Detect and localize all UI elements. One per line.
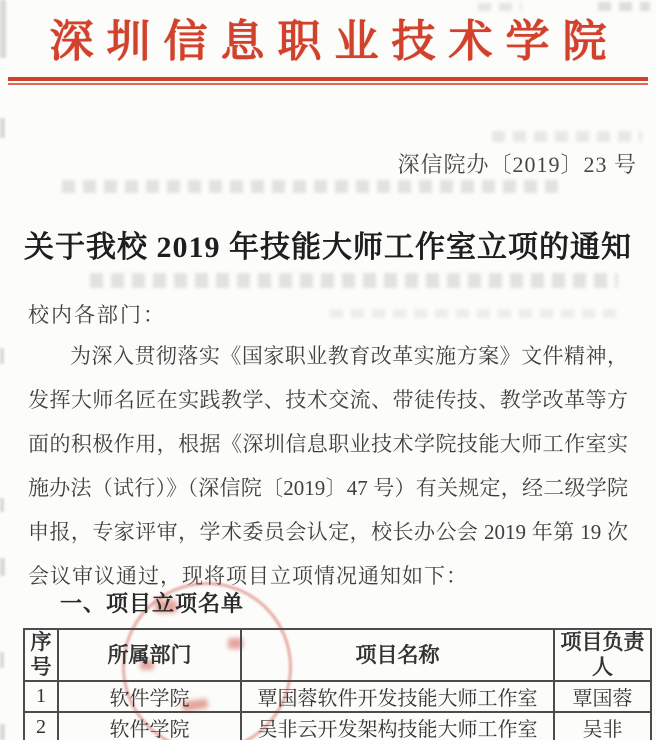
body-paragraph [28, 334, 628, 598]
divider-thin-line [8, 83, 648, 85]
cell-index: 2 [24, 712, 58, 740]
scan-bleed-artifact [492, 131, 642, 142]
scan-edge-artifact [0, 652, 4, 668]
scan-bleed-artifact [90, 273, 618, 288]
salutation: 校内各部门： [28, 303, 166, 327]
cell-project-name: 覃国蓉软件开发技能大师工作室 [241, 681, 554, 712]
table-row [24, 712, 651, 740]
paragraph-line: 面的积极作用，根据《深圳信息职业技术学院技能大师工作室实 [28, 432, 628, 456]
document-title: 关于我校 2019 年技能大师工作室立项的通知 [24, 231, 632, 264]
cell-department: 软件学院 [58, 681, 241, 712]
paragraph-line: 会议审议通过，现将项目立项情况通知如下： [28, 564, 468, 588]
letterhead-divider [8, 77, 648, 85]
table-row [24, 681, 651, 712]
institution-letterhead: 深圳信息职业技术学院 [49, 17, 620, 66]
scan-edge-artifact [0, 118, 5, 138]
column-header-leader: 项目负责人 [554, 629, 651, 681]
paragraph-line: 为深入贯彻落实《国家职业教育改革实施方案》文件精神， [70, 344, 628, 368]
scan-edge-artifact [0, 348, 4, 364]
section-heading-project-list: 一、项目立项名单 [60, 591, 245, 616]
column-header-department: 所属部门 [58, 629, 241, 681]
cell-project-name: 吴非云开发架构技能大师工作室 [241, 712, 554, 740]
scan-edge-artifact [0, 724, 5, 740]
column-header-index: 序号 [24, 629, 58, 681]
cell-leader: 吴非 [554, 712, 651, 740]
scan-bleed-artifact [478, 3, 522, 11]
project-approval-table [23, 628, 652, 740]
scan-bleed-artifact [598, 2, 650, 11]
paragraph-line: 施办法（试行）》（深信院〔2019〕47 号）有关规定，经二级学院 [28, 476, 628, 500]
paragraph-line: 发挥大师名匠在实践教学、技术交流、带徒传技、教学改革等方 [28, 388, 628, 412]
scan-bleed-artifact [62, 180, 560, 193]
cell-department: 软件学院 [58, 712, 241, 740]
document-number: 深信院办〔2019〕23 号 [397, 152, 637, 177]
cell-leader: 覃国蓉 [554, 681, 651, 712]
column-header-project-name: 项目名称 [241, 629, 554, 681]
table-header-row [24, 629, 651, 681]
cell-index: 1 [24, 681, 58, 712]
scan-edge-artifact [0, 558, 5, 576]
scan-edge-artifact [0, 0, 6, 58]
scan-bleed-artifact [330, 309, 620, 318]
scan-edge-artifact [0, 498, 4, 512]
paragraph-line: 申报，专家评审，学术委员会认定，校长办公会 2019 年第 19 次 [28, 520, 628, 544]
